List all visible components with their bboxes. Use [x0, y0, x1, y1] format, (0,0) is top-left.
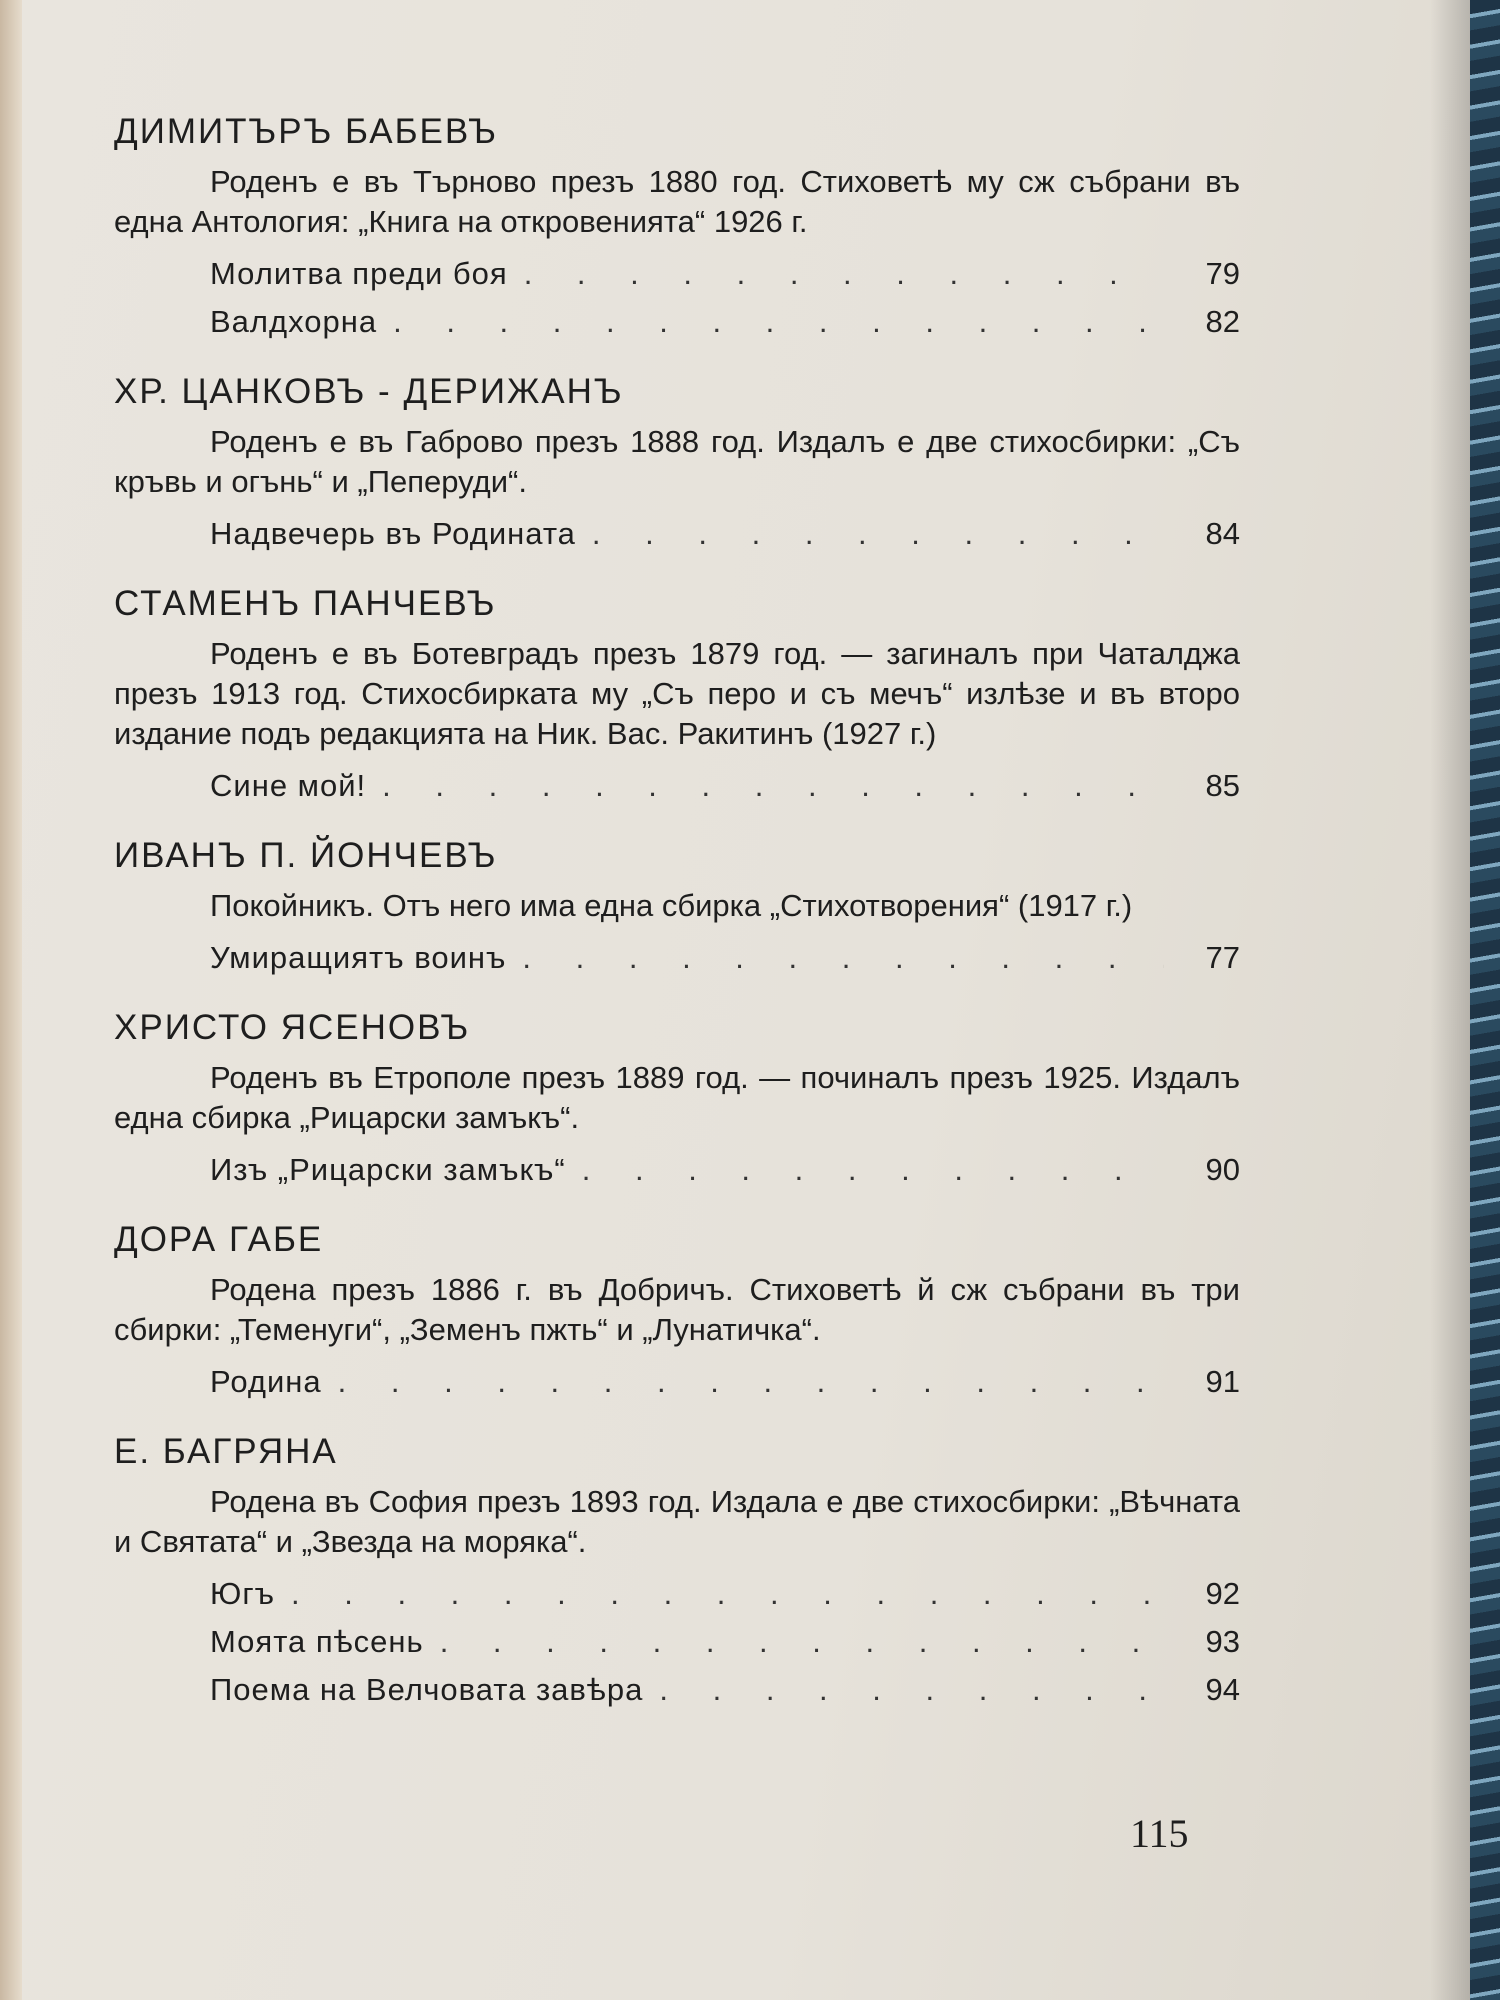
book-cover-edge — [1470, 0, 1500, 2000]
author-bio: Родена презъ 1886 г. въ Добричъ. Стиховетѣ й сж събрани въ три сбирки: „Теменуги“, „Земенъ пжть“ и „Лунатичка“. — [114, 1272, 1240, 1347]
author-name: ХРИСТО ЯСЕНОВЪ — [114, 1008, 471, 1047]
dot-leader — [338, 1358, 1164, 1406]
toc-section — [90, 370, 1240, 558]
toc-entry — [210, 250, 1240, 298]
toc-section — [90, 1006, 1240, 1194]
dot-leader — [524, 250, 1164, 298]
dot-leader — [522, 934, 1164, 982]
dot-leader — [582, 1146, 1164, 1194]
author-name: ХР. ЦАНКОВЪ - ДЕРИЖАНЪ — [114, 372, 624, 411]
toc-entry — [210, 934, 1240, 982]
poem-title: Валдхорна — [210, 304, 378, 339]
poem-title: Родина — [210, 1364, 322, 1399]
toc-entry — [210, 1358, 1240, 1406]
author-bio: Роденъ е въ Ботевградъ презъ 1879 год. — загиналъ при Чаталджа презъ 1913 год. Стихосбирката му „Съ перо и съ мечъ“ излѣзе и въ второ издание подъ редакцията на Ник. Вас. Ракитинъ (1927 г.) — [114, 636, 1240, 751]
poem-title: Моята пѣсень — [210, 1624, 424, 1659]
toc-entry — [210, 1666, 1240, 1714]
toc-section — [90, 1430, 1240, 1714]
poem-title: Надвечерь въ Родината — [210, 516, 576, 551]
author-name: ИВАНЪ П. ЙОНЧЕВЪ — [114, 836, 498, 875]
page-number: 85 — [1205, 768, 1240, 803]
author-bio: Покойникъ. Отъ него има една сбирка „Стихотворения“ (1917 г.) — [210, 888, 1133, 923]
toc-entry — [210, 298, 1240, 346]
dot-leader — [291, 1570, 1164, 1618]
page-number: 77 — [1205, 940, 1240, 975]
poem-title: Молитва преди боя — [210, 256, 508, 291]
dot-leader — [659, 1666, 1164, 1714]
author-bio: Родена въ София презъ 1893 год. Издала е две стихосбирки: „Вѣчната и Святата“ и „Звезда на моряка“. — [114, 1484, 1240, 1559]
poem-title: Умиращиятъ воинъ — [210, 940, 507, 975]
page-shadow — [1430, 0, 1470, 2000]
poem-title: Изъ „Рицарски замъкъ“ — [210, 1152, 566, 1187]
toc-entry — [210, 1146, 1240, 1194]
author-name: ДОРА ГАБЕ — [114, 1220, 324, 1259]
page-number: 94 — [1205, 1672, 1240, 1707]
author-name: ДИМИТЪРЪ БАБЕВЪ — [114, 112, 498, 151]
author-name: Е. БАГРЯНА — [114, 1432, 338, 1471]
toc-entry — [210, 1618, 1240, 1666]
author-bio: Роденъ въ Етрополе презъ 1889 год. — починалъ презъ 1925. Издалъ една сбирка „Рицарски замъкъ“. — [114, 1060, 1240, 1135]
toc-section — [90, 110, 1240, 346]
poem-title: Сине мой! — [210, 768, 367, 803]
toc-section — [90, 582, 1240, 810]
page-number: 93 — [1205, 1624, 1240, 1659]
poem-title: Югъ — [210, 1576, 275, 1611]
page-number: 79 — [1205, 256, 1240, 291]
toc-entry — [210, 1570, 1240, 1618]
toc-section — [90, 1218, 1240, 1406]
poem-title: Поема на Велчовата завѣра — [210, 1672, 644, 1707]
author-name: СТАМЕНЪ ПАНЧЕВЪ — [114, 584, 497, 623]
author-bio: Роденъ е въ Габрово презъ 1888 год. Издалъ е две стихосбирки: „Съ кръвь и огънь“ и „Пеперуди“. — [114, 424, 1240, 499]
toc-entry — [210, 510, 1240, 558]
dot-leader — [393, 298, 1164, 346]
folio-page-number: 115 — [1130, 1811, 1189, 1856]
book-gutter — [0, 0, 22, 2000]
toc-entry — [210, 762, 1240, 810]
page-number: 82 — [1205, 304, 1240, 339]
dot-leader — [592, 510, 1164, 558]
page-number: 90 — [1205, 1152, 1240, 1187]
toc-section — [90, 834, 1240, 982]
page-number: 84 — [1205, 516, 1240, 551]
table-of-contents — [90, 110, 1240, 1738]
author-bio: Роденъ е въ Търново презъ 1880 год. Стиховетѣ му сж събрани въ една Антология: „Книга на откровенията“ 1926 г. — [114, 164, 1240, 239]
page-number: 91 — [1205, 1364, 1240, 1399]
dot-leader — [440, 1618, 1164, 1666]
dot-leader — [382, 762, 1164, 810]
page-number: 92 — [1205, 1576, 1240, 1611]
